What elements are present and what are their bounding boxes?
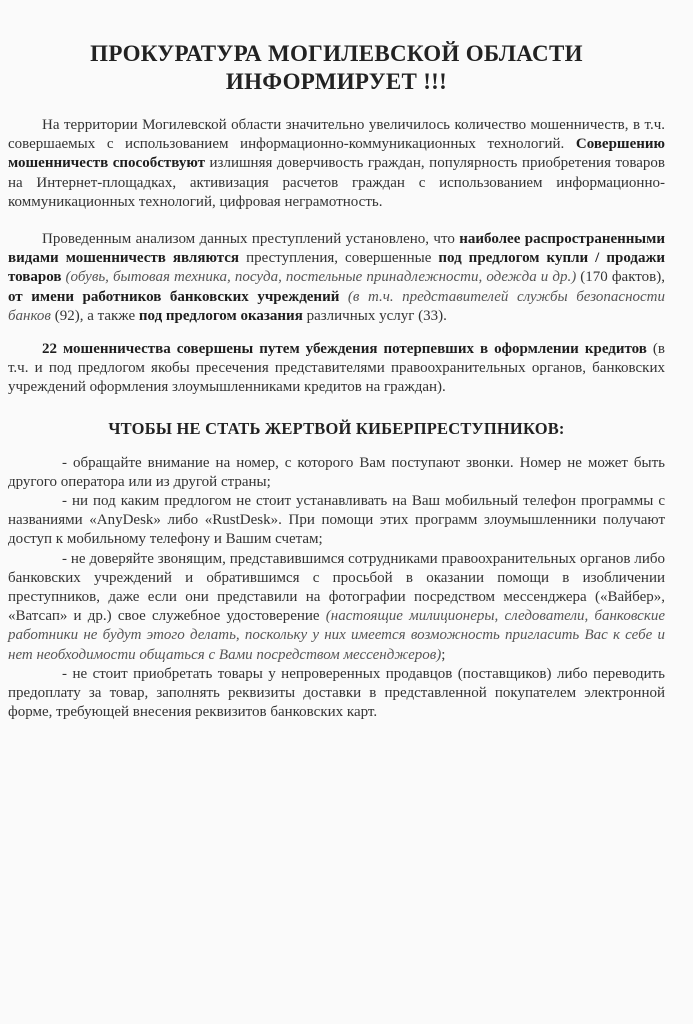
p1-text-1: На территории Могилевской области значительно увеличилось количество мошенничеств, в т.ч. совершаемых с использованием информационно-коммуникационных технологий.: [8, 117, 665, 153]
p1-bold-1: Совершению мошенничеств способствуют: [8, 136, 665, 172]
paragraph-credits: [8, 340, 665, 398]
advice-item-2: - ни под каким предлогом не стоит устанавливать на Ваш мобильный телефон программы с названиями «AnyDesk» либо «RustDesk». При помощи этих программ злоумышленники получают доступ к мобильному телефону и Вашим счетам;: [8, 493, 665, 548]
advice-item-3-end: ;: [441, 646, 446, 663]
paragraph-analysis: [8, 230, 665, 326]
page-title: [8, 40, 665, 96]
p2-text-2: преступления, совершенные: [239, 250, 439, 267]
section-title: ЧТОБЫ НЕ СТАТЬ ЖЕРТВОЙ КИБЕРПРЕСТУПНИКОВ:: [108, 418, 565, 438]
advice-item-3-text: - не доверяйте звонящим, представившимся сотрудниками правоохранительных органов либо банковских учреждений и обратившимся с просьбой в оказании помощи в изобличении преступников, даже если они представили на фотографии посредством мессенджера («Вайбер», «Ватсап» и др.) свое служебное удостоверение: [8, 550, 665, 625]
p2-bold-2: под предлогом купли / продажи товаров: [8, 250, 666, 286]
advice-list: [8, 454, 665, 723]
p2-text-5: различных услуг (33).: [302, 307, 447, 324]
p3-bold-1: 22 мошенничества совершены путем убеждения потерпевших в оформлении кредитов: [42, 341, 647, 358]
title-line-2: ИНФОРМИРУЕТ !!!: [225, 69, 448, 94]
paragraph-intro: [8, 116, 665, 212]
p2-italic-1: (обувь, бытовая техника, посуда, постельные принадлежности, одежда и др.): [61, 269, 577, 286]
p2-bold-1: наиболее распространенными видами мошенничеств являются: [8, 231, 665, 267]
advice-item-3-italic: (настоящие милиционеры, следователи, банковские работники не будут этого делать, поскольку у них имеется возможность пригласить Вас к себе и нет необходимости общаться с Вами посредством мессенджеров): [8, 608, 666, 663]
p2-text-1: Проведенным анализом данных преступлений установлено, что: [42, 231, 460, 248]
p2-text-3: (170 фактов),: [576, 269, 665, 286]
advice-item-1: - обращайте внимание на номер, с которого Вам поступают звонки. Номер не может быть другого оператора или из другой страны;: [8, 454, 665, 490]
p2-bold-4: под предлогом оказания: [138, 307, 303, 324]
advice-item-3: [8, 550, 665, 665]
advice-item-4: - не стоит приобретать товары у непроверенных продавцов (поставщиков) либо переводить предоплату за товар, заполнять реквизиты доставки в представленной покупателем электронной форме, требующей внесения реквизитов банковских карт.: [8, 665, 665, 721]
p2-italic-2: (в т.ч. представителей службы безопасности банков: [8, 288, 665, 324]
p2-bold-3: от имени работников банковских учреждений: [8, 288, 340, 305]
p2-text-4: (92), а также: [50, 307, 139, 324]
title-line-1: ПРОКУРАТУРА МОГИЛЕВСКОЙ ОБЛАСТИ: [90, 41, 583, 66]
p3-text-1: (в т.ч. и под предлогом якобы пресечения представителями правоохранительных органов, банковских учреждений оформления злоумышленниками кредитов на граждан).: [8, 341, 665, 396]
p1-text-2: излишняя доверчивость граждан, популярность приобретения товаров на Интернет-площадках, активизация расчетов граждан с использованием информационно-коммуникационных технологий, цифровая неграмотность.: [8, 155, 666, 210]
